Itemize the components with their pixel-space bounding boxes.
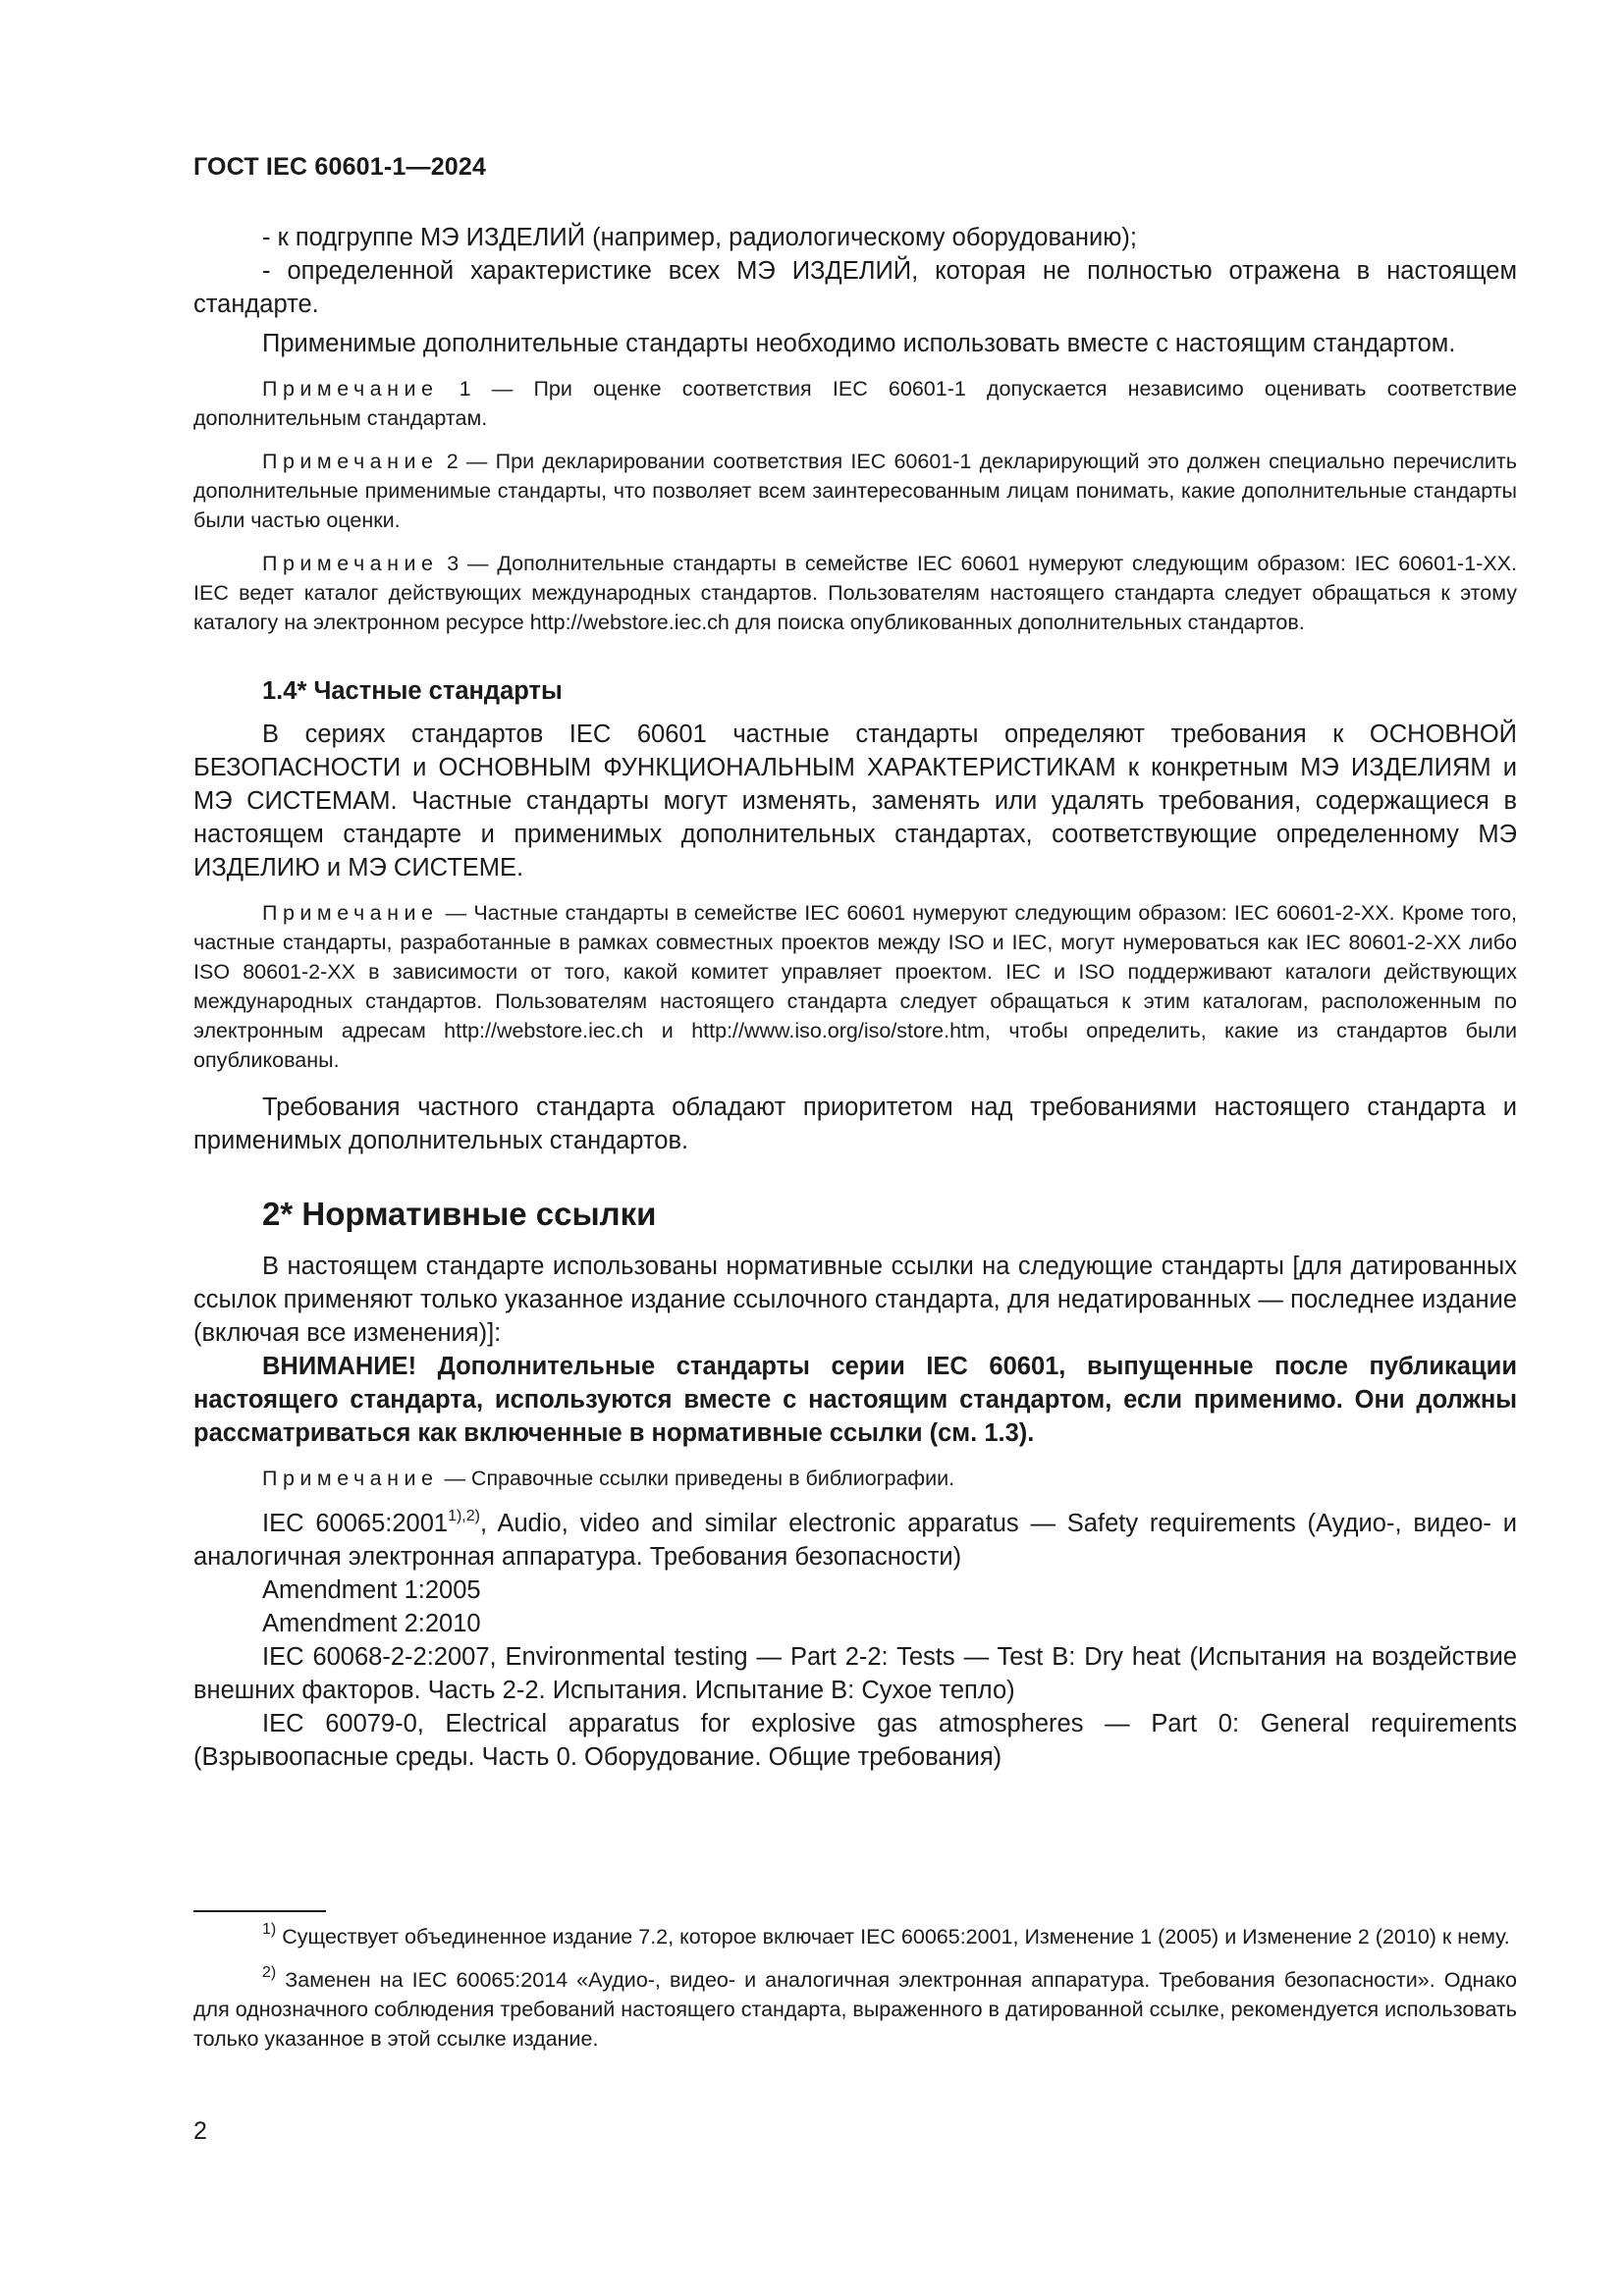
- heading-text: 2* Нормативные ссылки: [262, 1196, 657, 1232]
- paragraph-text: Требования частного стандарта обладают приоритетом над требованиями настоящего стандарта и применимых дополнительных стандартов.: [193, 1094, 1517, 1154]
- paragraph-text: IEC 60068-2-2:2007, Environmental testing — Part 2-2: Tests — Test B: Dry heat (Испытания на воздействие внешних факторов. Часть 2-2. Испытания. Испытание В: Сухое тепло): [193, 1643, 1517, 1704]
- footnote-mark: [262, 1921, 276, 1938]
- note-text: — При декларировании соответствия IEC 60601-1 декларирующий это должен специально перечислить дополнительные применимые стандарты, что позволяет всем заинтересованным лицам понимать, какие дополнительные стандарты были частью оценки.: [193, 450, 1517, 532]
- paragraph: [193, 1507, 1517, 1574]
- note: [193, 549, 1517, 637]
- footnote-mark-text: 1): [262, 1920, 277, 1938]
- paragraph-text: , Audio, video and similar electronic apparatus — Safety requirements (Аудио-, видео- и аналогичная электронная аппаратура. Требования безопасности): [193, 1510, 1517, 1571]
- note-label: Примечание: [262, 377, 439, 400]
- paragraph-text: Amendment 1:2005: [262, 1576, 481, 1604]
- paragraph: [193, 254, 1517, 321]
- footnote-ref: 1),2): [448, 1507, 480, 1524]
- paragraph-text: Amendment 2:2010: [262, 1610, 481, 1637]
- paragraph-text: В настоящем стандарте использованы нормативные ссылки на следующие стандарты [для датированных ссылок применяют только указанное издание ссылочного стандарта, для недатированных — последнее издание (включая все изменения)]:: [193, 1253, 1517, 1347]
- note-number: 1: [459, 377, 471, 400]
- note-number: 2: [446, 450, 459, 473]
- paragraph-text: ВНИМАНИЕ! Дополнительные стандарты серии IEC 60601, выпущенные после публикации настоящего стандарта, используются вместе с настоящим стандартом, если применимо. Они должны рассматриваться как включенные в нормативные ссылки (см. 1.3).: [193, 1353, 1517, 1447]
- footnote-text: Заменен на IEC 60065:2014 «Аудио-, видео- и аналогичная электронная аппаратура. Требования безопасности». Однако для однозначного соблюдения требований настоящего стандарта, выраженного в датированной ссылке, рекомендуется использовать только указанное в этой ссылке издание.: [193, 1968, 1517, 2051]
- note-label: Примечание: [262, 450, 439, 473]
- paragraph: [193, 1574, 1517, 1607]
- paragraph: [193, 221, 1517, 254]
- section-heading: [262, 1195, 1517, 1234]
- paragraph: [193, 1707, 1517, 1774]
- footnote: [193, 1965, 1517, 2054]
- note: [193, 898, 1517, 1075]
- note-text: — Дополнительные стандарты в семействе IEC 60601 нумеруют следующим образом: IEC 60601-1-XX. IEC ведет каталог действующих международных стандартов. Пользователям настоящего стандарта следует обращаться к этому каталогу на электронном ресурсе http://webstore.iec.ch для поиска опубликованных дополнительных стандартов.: [193, 552, 1517, 634]
- footnotes: [193, 1922, 1517, 2054]
- note-text: — При оценке соответствия IEC 60601-1 допускается независимо оценивать соответствие дополнительным стандартам.: [193, 377, 1517, 430]
- paragraph-text: - к подгруппе МЭ ИЗДЕЛИЙ (например, радиологическому оборудованию);: [262, 224, 1137, 251]
- document-header: ГОСТ IEC 60601-1—2024: [193, 153, 487, 181]
- note-label: Примечание: [262, 901, 439, 925]
- paragraph: [193, 718, 1517, 884]
- note: [193, 1464, 1517, 1493]
- note-label: Примечание: [262, 552, 439, 575]
- footnote-ref-sup: [448, 1508, 480, 1524]
- paragraph: [193, 1640, 1517, 1707]
- document-body: [193, 221, 1517, 1774]
- subheading-text: 1.4* Частные стандарты: [262, 677, 563, 705]
- paragraph-text: IEC 60079-0, Electrical apparatus for explosive gas atmospheres — Part 0: General requirements (Взрывоопасные среды. Часть 0. Оборудование. Общие требования): [193, 1710, 1517, 1771]
- paragraph-text: - определенной характеристике всех МЭ ИЗДЕЛИЙ, которая не полностью отражена в настоящем стандарте.: [193, 257, 1517, 318]
- note-number: 3: [447, 552, 460, 575]
- footnote-mark-text: 2): [262, 1963, 277, 1981]
- paragraph-text: В сериях стандартов IEC 60601 частные стандарты определяют требования к ОСНОВНОЙ БЕЗОПАСНОСТИ и ОСНОВНЫМ ФУНКЦИОНАЛЬНЫМ ХАРАКТЕРИСТИКАМ к конкретным МЭ ИЗДЕЛИЯМ и МЭ СИСТЕМАМ. Частные стандарты могут изменять, заменять или удалять требования, содержащиеся в настоящем стандарте и применимых дополнительных стандартах, соответствующие определенному МЭ ИЗДЕЛИЮ и МЭ СИСТЕМЕ.: [193, 721, 1517, 881]
- footnote-separator: [193, 1910, 326, 1912]
- footnote-mark: [262, 1964, 276, 1981]
- paragraph: [193, 327, 1517, 360]
- note: [193, 447, 1517, 535]
- paragraph: [193, 1091, 1517, 1157]
- note-text: — Справочные ссылки приведены в библиографии.: [444, 1467, 955, 1490]
- footnote-text: Существует объединенное издание 7.2, которое включает IEC 60065:2001, Изменение 1 (2005) и Изменение 2 (2010) к нему.: [282, 1925, 1510, 1949]
- note-label: Примечание: [262, 1467, 439, 1490]
- paragraph: [193, 1350, 1517, 1450]
- paragraph-text: Применимые дополнительные стандарты необходимо использовать вместе с настоящим стандартом.: [262, 330, 1456, 357]
- paragraph: [193, 1250, 1517, 1350]
- paragraph: [193, 1607, 1517, 1640]
- paragraph-lead: IEC 60065:2001: [262, 1510, 449, 1537]
- section-subheading: [262, 674, 1517, 708]
- note: [193, 374, 1517, 433]
- footnote: [193, 1922, 1517, 1951]
- page-number: 2: [193, 2117, 207, 2145]
- note-text: — Частные стандарты в семействе IEC 60601 нумеруют следующим образом: IEC 60601-2-XX. Кроме того, частные стандарты, разработанные в рамках совместных проектов между ISO и IEC, могут нумероваться как IEC 80601-2-XX либо ISO 80601-2-XX в зависимости от того, какой комитет управляет проектом. IEC и ISO поддерживают каталоги действующих международных стандартов. Пользователям настоящего стандарта следует обращаться к этим каталогам, расположенным по электронным адресам http://webstore.iec.ch и http://www.iso.org/iso/store.htm, чтобы определить, какие из стандартов были опубликованы.: [193, 901, 1517, 1072]
